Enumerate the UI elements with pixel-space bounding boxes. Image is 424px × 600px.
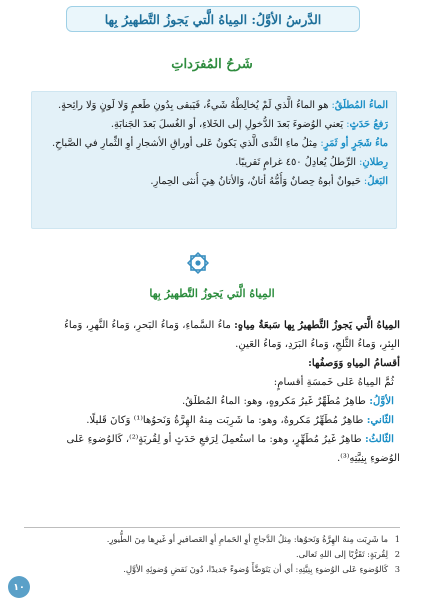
footnote-number: 1 <box>394 534 400 544</box>
glossary-definition: يَعني الوُضوءَ بَعدَ الدُّخولِ إلى الخَلاءِ، أو الغُسلَ بَعدَ الجَنابَةِ. <box>110 119 344 130</box>
footnote-number: 3 <box>394 564 400 574</box>
glossary-term: البَغلُ <box>367 176 388 187</box>
decorative-star-icon <box>186 251 210 275</box>
divisions-intro: ثُمَّ المِياهُ عَلى خَمسَةِ أقسامٍ: <box>273 377 394 388</box>
glossary-term: ماءُ شَجَرٍ أو ثَمَرٍ <box>323 138 388 149</box>
glossary-entry: الماءُ المُطلَقُ: هو الماءُ الَّذي لَمْ يُخالِطْهُ شَيءٌ، فَيَبقى بِدُونِ طَعمٍ وَلا لَونٍ وَلا رائِحةٍ. <box>58 100 388 111</box>
division-item <box>22 392 400 411</box>
intro-rest: ماءُ السَّماءِ، وَماءُ البَحرِ، وَماءُ النَّهرِ، وَماءُ <box>64 320 231 331</box>
division-item-continuation: الوُضوءِ بِنِيَّتِهِ⁽³⁾. <box>336 453 400 464</box>
footnote-divider <box>24 527 400 528</box>
glossary-entry: ماءُ شَجَرٍ أو ثَمَرٍ: مِثلُ ماءِ النَّدى الَّذي يَكونُ عَلى أوراقِ الأشجارِ أوِ الثِّمارِ في الصَّباحِ. <box>51 138 388 149</box>
division-item <box>22 430 400 449</box>
footnote-text: لِقُربَةٍ: تَقَرُّبًا إلى اللهِ تَعالى. <box>295 549 388 559</box>
division-label: الثّاني: <box>366 414 394 426</box>
glossary-definition: الرِّطلُ يُعادِلُ ٤٥٠ غرامٍ تَقريبًا. <box>235 157 356 168</box>
footnote <box>22 547 400 562</box>
glossary-entry: البَغلُ: حَيوانٌ أبوهُ حِصانٌ وَأُمُّهُ أتانٌ، وَالأتانُ هِيَ أُنثى الحِمارِ. <box>150 176 388 187</box>
glossary-heading: شَرحُ المُفرَداتِ <box>171 57 253 72</box>
footnotes <box>22 532 400 577</box>
section-heading: المِياهُ الَّتي يَجوزُ التَّطهيرُ بِها <box>149 287 275 300</box>
footnote-text: كَالوُضوءِ عَلى الوُضوءِ بِنِيَّتِهِ: أي أن يَتَوَضَّأَ وُضوءً جَديدًا، دُونَ نَقضِ وُضوئِهِ الأوَّلِ. <box>123 564 388 574</box>
intro-line <box>22 316 400 335</box>
divisions-heading: أقسامُ المِياهِ وَوَصفُها: <box>308 357 400 369</box>
page-number: ١٠ <box>8 576 30 598</box>
division-item <box>22 411 400 430</box>
glossary-entry: رَفعُ حَدَثٍ: يَعني الوُضوءَ بَعدَ الدُّخولِ إلى الخَلاءِ، أو الغُسلَ بَعدَ الجَنابَةِ. <box>110 119 388 130</box>
glossary-term: الماءُ المُطلَقُ <box>334 100 388 111</box>
glossary-box <box>31 91 397 229</box>
division-label: الثّالثُ: <box>365 433 394 445</box>
footnote-number: 2 <box>394 549 400 559</box>
lesson-title-text: الدَّرسُ الأوَّلُ: المِياهُ الَّتي يَجوزُ التَّطهيرُ بِها <box>104 11 322 27</box>
glossary-definition: هو الماءُ الَّذي لَمْ يُخالِطْهُ شَيءٌ، فَيَبقى بِدُونِ طَعمٍ وَلا لَونٍ وَلا رائِحةٍ. <box>58 100 329 111</box>
footnote <box>22 562 400 577</box>
lesson-title <box>66 6 360 32</box>
division-text: طاهِرٌ غَيرُ مُطَهِّرٍ، وهو: ما استُعمِلَ لِرَفعِ حَدَثٍ أو لِقُربَةٍ⁽²⁾، كَالوُضوءِ عَلى <box>66 434 362 445</box>
glossary-definition: حَيوانٌ أبوهُ حِصانٌ وَأُمُّهُ أتانٌ، وَالأتانُ هِيَ أُنثى الحِمارِ. <box>150 176 361 187</box>
division-text: طاهِرٌ مُطَهِّرٌ مَكروهٌ، وهو: ما شَرِبَت مِنهُ الهِرَّةُ وَنَحوُها⁽¹⁾ وَكانَ قَليلًا. <box>86 415 364 426</box>
division-text: طاهِرٌ مُطَهِّرٌ غَيرُ مَكروهٍ، وهو: الماءُ المُطلَقُ. <box>181 396 367 407</box>
glossary-term: رِطلانِ <box>362 157 388 168</box>
footnote-text: ما شَرِبَت مِنهُ الهِرَّةُ وَنَحوُها: مِثلُ الدَّجاجِ أوِ الحَمامِ أوِ العَصافيرِ أو غَيرِها مِنَ الطُّيورِ. <box>106 534 388 544</box>
footnote <box>22 532 400 547</box>
glossary-definition: مِثلُ ماءِ النَّدى الَّذي يَكونُ عَلى أوراقِ الأشجارِ أوِ الثِّمارِ في الصَّباحِ. <box>51 138 318 149</box>
lesson-body <box>22 316 400 468</box>
intro-line-2: البِئرِ، وَماءُ الثَّلجِ، وَماءُ البَرَدِ، وَماءُ العَينِ. <box>235 339 400 350</box>
division-label: الأوَّلُ: <box>369 395 394 407</box>
intro-lead: المِياهُ الَّتي يَجوزُ التَّطهيرُ بِها سَبعَةُ مِياهٍ: <box>234 319 400 331</box>
glossary-term: رَفعُ حَدَثٍ <box>349 119 388 130</box>
glossary-entry: رِطلانِ: الرِّطلُ يُعادِلُ ٤٥٠ غرامٍ تَقريبًا. <box>235 157 388 168</box>
